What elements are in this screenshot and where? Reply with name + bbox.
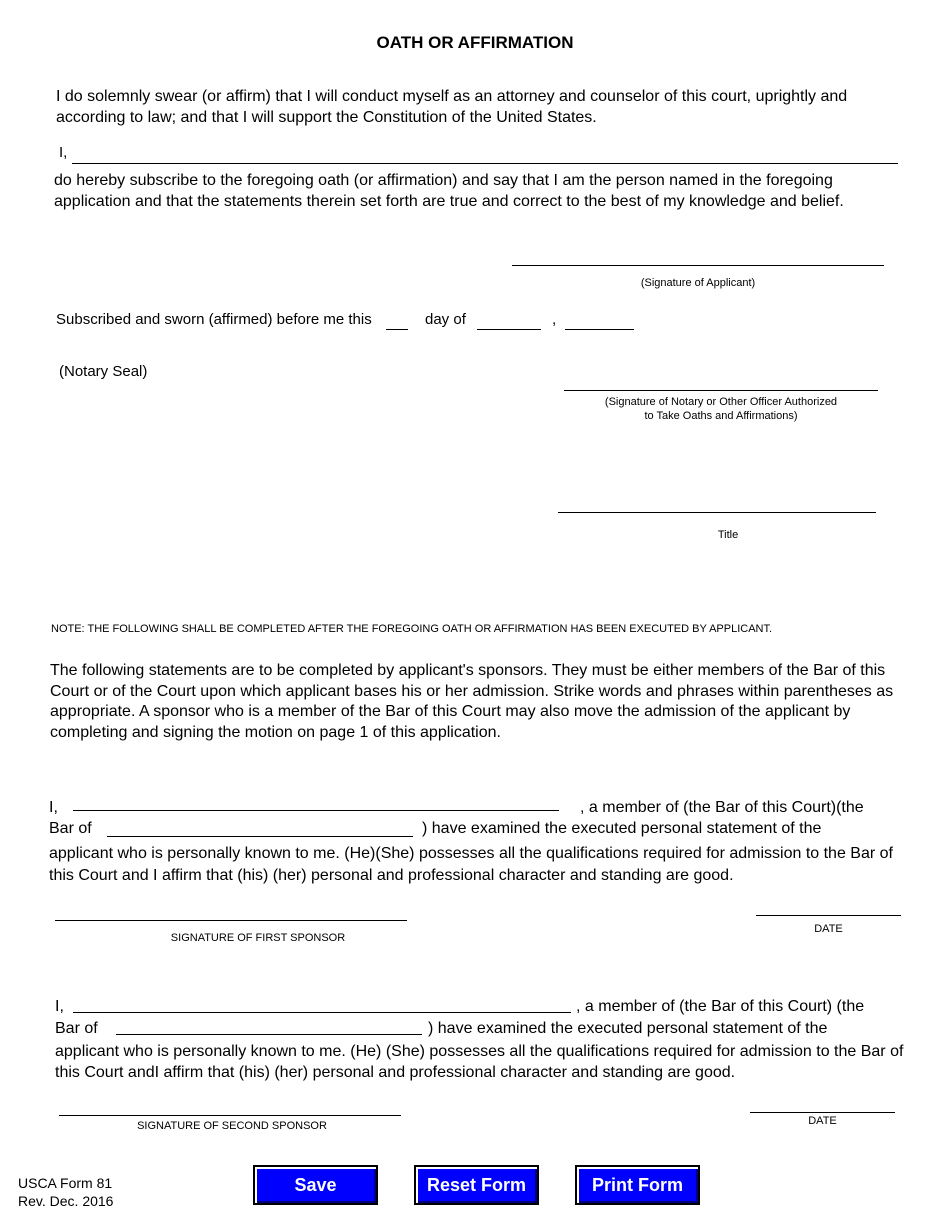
sponsor2-date-field[interactable] [750, 1094, 895, 1113]
notary-signature-label-2: to Take Oaths and Affirmations) [644, 410, 798, 422]
print-form-button[interactable]: Print Form [575, 1165, 700, 1205]
sponsor1-bar-field[interactable] [107, 818, 413, 837]
sponsor2-rest: applicant who is personally known to me. (He) (She) possesses all the qualifications required for admission to the Bar of this Court andI affirm that (his) (her) personal and professional character and standing are good. [55, 1043, 904, 1081]
save-button[interactable]: Save [253, 1165, 378, 1205]
sworn-month-field[interactable] [477, 311, 541, 330]
sworn-year-field[interactable] [565, 311, 634, 330]
notary-signature-field[interactable] [564, 372, 878, 391]
reset-form-button[interactable]: Reset Form [414, 1165, 539, 1205]
notary-title-field[interactable] [558, 494, 876, 513]
notary-signature-label-1: (Signature of Notary or Other Officer Authorized [604, 396, 838, 408]
sworn-text: Subscribed and sworn (affirmed) before me this [56, 311, 372, 328]
applicant-name-field[interactable] [72, 145, 898, 164]
title-label: Title [717, 529, 739, 541]
sponsor1-rest: applicant who is personally known to me. (He)(She) possesses all the qualifications required for admission to the Bar of this Court and I affirm that (his) (her) personal and professional character and standing are good. [49, 845, 893, 884]
sponsor1-signature-label: SIGNATURE OF FIRST SPONSOR [170, 932, 346, 944]
sponsor1-date-field[interactable] [756, 897, 901, 916]
sponsor-instructions: The following statements are to be completed by applicant's sponsors. They must be either members of the Bar of this Court or of the Court upon which applicant bases his or her admission. Strike words and phrases within parentheses as appropriate. A sponsor who is a member of the Bar of this Court may also move the admission of the applicant by completing and signing the motion on page 1 of this application. [50, 662, 894, 741]
sponsor2-bar-field[interactable] [116, 1016, 422, 1035]
sponsor2-examined: ) have examined the executed personal statement of the [428, 1020, 828, 1037]
sponsor1-prefix: I, [49, 799, 58, 816]
form-name: USCA Form 81 [18, 1175, 113, 1191]
sponsor1-bar-of: Bar of [49, 820, 92, 837]
applicant-signature-field[interactable] [512, 247, 884, 266]
sponsor1-examined: ) have examined the executed personal statement of the [422, 820, 822, 837]
note-text: NOTE: THE FOLLOWING SHALL BE COMPLETED AFTER THE FOREGOING OATH OR AFFIRMATION HAS BEEN EXECUTED BY APPLICANT. [51, 623, 773, 635]
subscribe-text: do hereby subscribe to the foregoing oath (or affirmation) and say that I am the person named in the foregoing application and that the statements therein set forth are true and correct to the best of my knowledge and belief. [54, 172, 844, 210]
sponsor1-name-field[interactable] [73, 792, 559, 811]
signature-applicant-label: (Signature of Applicant) [640, 277, 756, 289]
sworn-day-field[interactable] [386, 311, 408, 330]
sponsor2-date-label: DATE [808, 1115, 837, 1127]
sponsor2-name-field[interactable] [73, 994, 571, 1013]
day-of-text: day of [425, 311, 466, 328]
sponsor2-signature-field[interactable] [59, 1097, 401, 1116]
name-prefix: I, [59, 144, 68, 161]
oath-text: I do solemnly swear (or affirm) that I will conduct myself as an attorney and counselor of this court, uprightly and according to law; and that I will support the Constitution of the United States. [56, 88, 848, 126]
page-title: OATH OR AFFIRMATION [376, 33, 574, 52]
sponsor2-member-of: , a member of (the Bar of this Court) (the [576, 998, 865, 1015]
form-revision: Rev. Dec. 2016 [18, 1193, 114, 1209]
sponsor1-date-label: DATE [814, 923, 843, 935]
notary-seal-label: (Notary Seal) [59, 363, 148, 380]
sponsor2-prefix: I, [55, 998, 64, 1015]
sponsor2-bar-of: Bar of [55, 1020, 98, 1037]
sponsor2-signature-label: SIGNATURE OF SECOND SPONSOR [137, 1120, 327, 1132]
sponsor1-member-of: , a member of (the Bar of this Court)(the [580, 799, 864, 816]
sponsor1-signature-field[interactable] [55, 902, 407, 921]
comma-text: , [552, 311, 557, 328]
